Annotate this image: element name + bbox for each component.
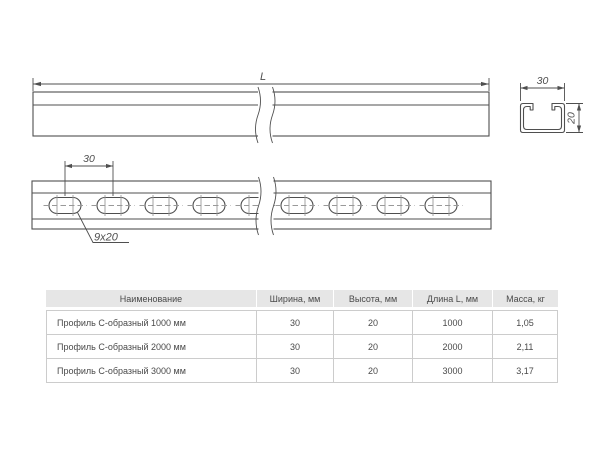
spec-table-header <box>46 290 558 307</box>
cell-length: 2000 <box>412 335 492 358</box>
table-row <box>47 334 557 358</box>
cell-height: 20 <box>333 359 412 382</box>
length-dimension-label: L <box>259 71 267 83</box>
section-width-label: 30 <box>536 75 549 87</box>
table-row <box>47 358 557 382</box>
spec-table-body <box>46 310 558 383</box>
slot-holes <box>44 195 463 216</box>
cell-length: 1000 <box>412 311 492 334</box>
header-cell-length: Длина L, мм <box>412 290 492 307</box>
hole-size-label: 9x20 <box>94 231 118 244</box>
section-height-dimension <box>566 104 584 133</box>
header-cell-name: Наименование <box>119 293 183 304</box>
cell-name: Профиль С-образный 1000 мм <box>57 317 186 328</box>
cell-width: 30 <box>256 335 333 358</box>
profile-bottom-view <box>32 153 491 244</box>
cell-width: 30 <box>256 311 333 334</box>
break-symbol-side-view <box>256 87 276 143</box>
table-row <box>47 311 557 334</box>
cross-section-view <box>521 75 584 133</box>
header-cell-mass: Масса, кг <box>492 290 558 307</box>
c-profile-outline <box>521 104 565 133</box>
cell-width: 30 <box>256 359 333 382</box>
section-width-dimension <box>521 75 565 101</box>
cell-length: 3000 <box>412 359 492 382</box>
break-symbol-bottom-view <box>256 176 276 235</box>
hole-spacing-label: 30 <box>83 153 95 165</box>
header-cell-height: Высота, мм <box>333 290 412 307</box>
hole-size-callout <box>78 213 130 244</box>
cell-mass: 1,05 <box>492 311 557 334</box>
cell-height: 20 <box>333 335 412 358</box>
cell-mass: 3,17 <box>492 359 557 382</box>
header-cell-width: Ширина, мм <box>256 290 333 307</box>
section-height-label: 20 <box>565 112 578 124</box>
cell-height: 20 <box>333 311 412 334</box>
spec-table <box>46 290 558 383</box>
cell-mass: 2,11 <box>492 335 557 358</box>
cell-name: Профиль С-образный 3000 мм <box>57 365 186 376</box>
hole-spacing-dimension <box>65 153 113 196</box>
cell-name: Профиль С-образный 2000 мм <box>57 341 186 352</box>
